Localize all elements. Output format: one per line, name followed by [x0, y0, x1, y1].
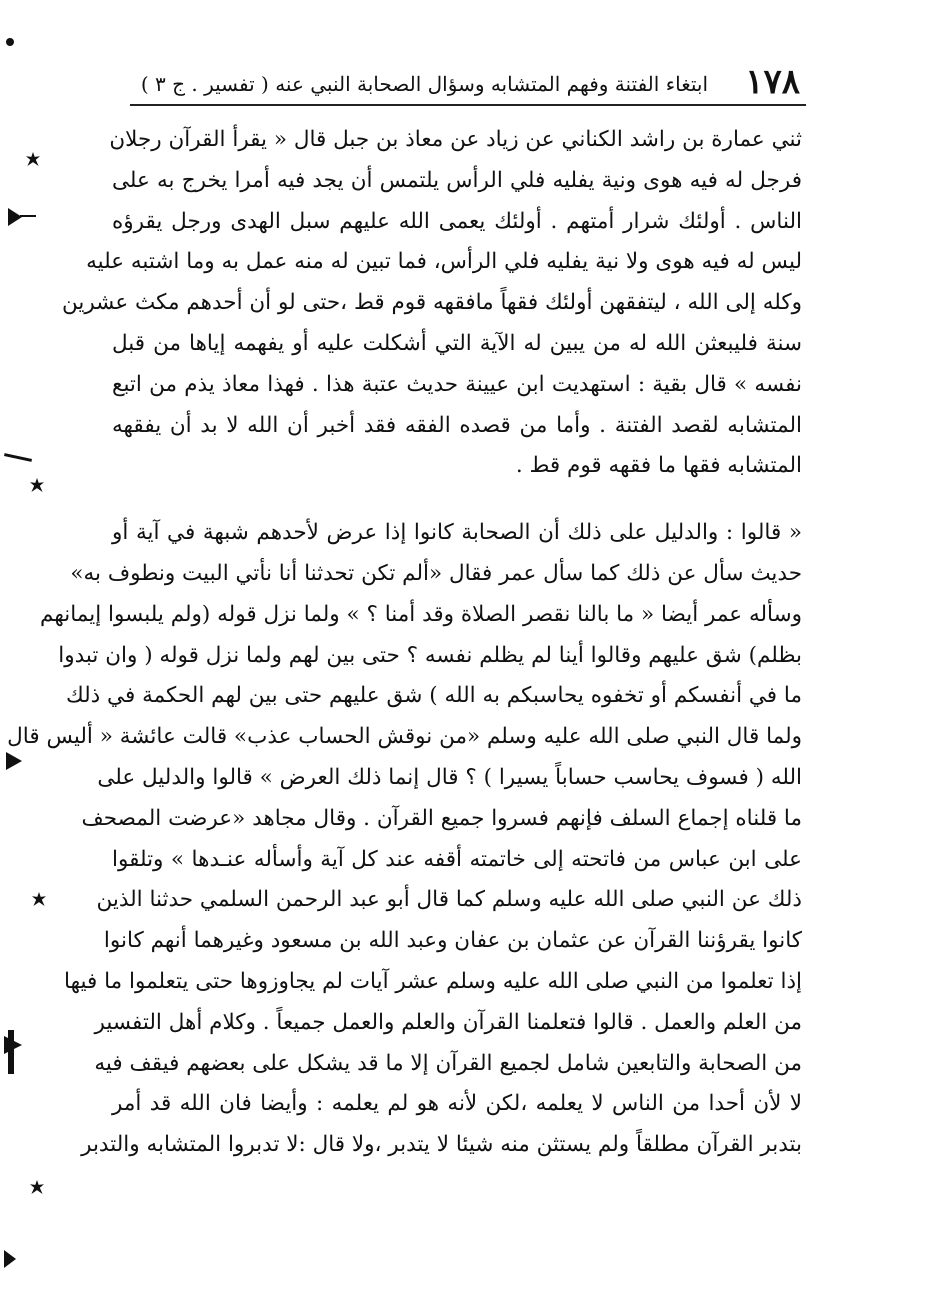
scan-speck — [26, 152, 40, 166]
running-head: ابتغاء الفتنة وفهم المتشابه وسؤال الصحابة النبي عنه ( تفسير . ج ٣ ) — [140, 72, 708, 96]
text-line: المتشابه لقصد الفتنة . وأما من قصده الفقه فقد أخبر أن الله لا بد أن يفقهه — [112, 412, 802, 438]
text-line: « قالوا : والدليل على ذلك أن الصحابة كانوا إذا عرض لأحدهم شبهة في آية أو — [112, 520, 802, 546]
scan-speck — [30, 1180, 44, 1194]
margin-mark — [4, 1036, 22, 1054]
text-line: ثني عمارة بن راشد الكناني عن زياد عن معاذ بن جبل قال « يقرأ القرآن رجلان — [109, 127, 802, 152]
text-line: لا لأن أحدا من الناس لا يعلمه ،لكن لأنه هو لم يعلمه : وأيضا فان الله قد أمر — [112, 1091, 802, 1117]
text-line: سنة فليبعثن الله له من يبين له الآية التي أشكلت عليه أو يفهمه إياها من قبل — [112, 330, 802, 356]
page-number: ١٧٨ — [745, 62, 800, 102]
header-rule — [130, 104, 806, 106]
text-line: إذا تعلموا من النبي صلى الله عليه وسلم عشر آيات لم يجاوزوها حتى يتعلموا ما فيها — [64, 968, 802, 994]
text-line: نفسه » قال بقية : استهديت ابن عيينة حديث عتبة هذا . فهذا معاذ يذم من اتبع — [112, 371, 802, 397]
text-line: المتشابه فقها ما فقهه قوم قط . — [515, 453, 802, 479]
page-header — [110, 62, 800, 106]
scan-speck — [32, 892, 46, 906]
scan-speck — [30, 478, 44, 492]
text-line: بظلم) شق عليهم وقالوا أينا لم يظلم نفسه ؟ حتى بين لهم ولما نزل قوله ( وان تبدوا — [58, 642, 802, 668]
text-line: ليس له فيه هوى ولا نية يفليه فلي الرأس، فما تبين له منه عمل به وما اشتبه عليه — [86, 249, 802, 275]
text-line: الناس . أولئك شرار أمتهم . أولئك يعمى الله عليهم سبل الهدى ورجل يقرؤه — [112, 208, 802, 234]
text-line: على ابن عباس من فاتحته إلى خاتمته أقفه عند كل آية وأسأله عنـدها » وتلقوا — [112, 846, 802, 872]
text-line: ما في أنفسكم أو تخفوه يحاسبكم به الله ) شق عليهم حتى بين لهم الحكمة في ذلك — [65, 683, 802, 709]
text-line: وسأله عمر أيضا « ما بالنا نقصر الصلاة وقد أمنا ؟ » ولما نزل قوله (ولم يلبسوا إيمانهم — [40, 601, 802, 627]
body-text — [7, 120, 802, 1166]
text-line: حديث سأل عن ذلك كما سأل عمر فقال «ألم تكن تحدثنا أنا نأتي البيت ونطوف به» — [70, 560, 802, 586]
text-line: من الصحابة والتابعين شامل لجميع القرآن إلا ما قد يشكل على بعضهم فيقف فيه — [94, 1050, 802, 1076]
margin-mark — [8, 208, 22, 226]
text-line: كانوا يقرؤننا القرآن عن عثمان بن عفان وعبد الله بن مسعود وغيرهما أنهم كانوا — [103, 928, 802, 954]
text-line: من العلم والعمل . قالوا فتعلمنا القرآن والعلم والعمل جميعاً . وكلام أهل التفسير — [94, 1009, 802, 1035]
text-line: ما قلناه إجماع السلف فإنهم فسروا جميع القرآن . وقال مجاهد «عرضت المصحف — [81, 805, 802, 831]
text-line: ولما قال النبي صلى الله عليه وسلم «من نوقش الحساب عذب» قالت عائشة « أليس قال — [7, 724, 802, 750]
margin-mark — [4, 1250, 16, 1268]
margin-mark — [4, 453, 32, 462]
text-line: وكله إلى الله ، ليتفقهن أولئك فقهاً مافقهه قوم قط ،حتى لو أن أحدهم مكث عشرين — [61, 290, 802, 316]
margin-mark — [20, 215, 36, 217]
text-line: بتدبر القرآن مطلقاً ولم يستثن منه شيئا لا يتدبر ،ولا قال :لا تدبروا المتشابه والتدبر — [81, 1132, 802, 1158]
text-line: فرجل له فيه هوى ونية يفليه فلي الرأس يلتمس أن يجد فيه أمرا يخرج به على — [112, 167, 802, 193]
paragraph-1 — [61, 120, 802, 487]
text-line: الله ( فسوف يحاسب حساباً يسيرا ) ؟ قال إنما ذلك العرض » قالوا والدليل على — [97, 764, 802, 790]
paragraph-gap — [112, 487, 802, 513]
scan-speck — [6, 38, 14, 46]
text-line: ذلك عن النبي صلى الله عليه وسلم كما قال أبو عبد الرحمن السلمي حدثنا الذين — [96, 887, 802, 913]
paragraph-2 — [7, 513, 802, 1166]
